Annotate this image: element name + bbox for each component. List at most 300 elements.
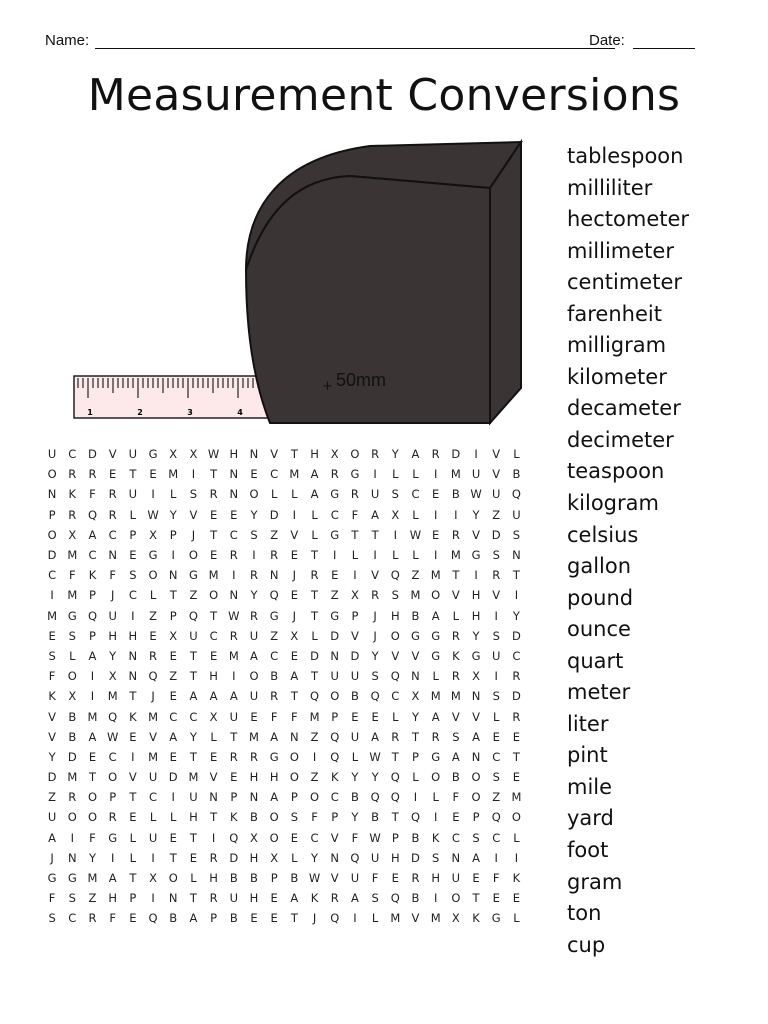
grid-letter: M <box>148 749 158 764</box>
grid-letter: S <box>391 487 399 502</box>
grid-letter: Y <box>371 648 379 663</box>
grid-letter: K <box>230 810 238 825</box>
grid-letter: C <box>270 467 279 482</box>
grid-letter: B <box>250 810 258 825</box>
grid-row <box>42 505 552 525</box>
grid-letter: Q <box>310 689 320 704</box>
grid-row <box>42 585 552 605</box>
grid-letter: I <box>433 810 438 825</box>
grid-letter: A <box>350 891 359 906</box>
grid-letter: I <box>211 830 216 845</box>
ruler-number: 2 <box>137 408 143 417</box>
grid-letter: G <box>471 648 481 663</box>
grid-letter: M <box>249 729 259 744</box>
grid-letter: I <box>433 507 438 522</box>
grid-letter: D <box>47 548 57 563</box>
grid-letter: E <box>250 911 258 926</box>
grid-letter: L <box>311 527 318 542</box>
grid-letter: P <box>48 507 56 522</box>
grid-row <box>42 686 552 706</box>
grid-letter: Z <box>88 891 97 906</box>
grid-letter: M <box>430 911 441 926</box>
word-list <box>567 141 757 961</box>
grid-letter: U <box>148 770 158 785</box>
grid-letter: N <box>229 467 239 482</box>
grid-letter: C <box>411 487 420 502</box>
grid-letter: O <box>188 548 198 563</box>
ruler-tape <box>74 376 274 418</box>
grid-letter: L <box>129 850 137 865</box>
grid-row <box>42 525 552 545</box>
grid-letter: A <box>411 447 420 462</box>
grid-letter: G <box>431 749 441 764</box>
grid-letter: Y <box>351 770 359 785</box>
grid-letter: L <box>351 749 359 764</box>
grid-letter: L <box>412 770 419 785</box>
grid-letter: E <box>452 810 460 825</box>
grid-letter: O <box>249 487 259 502</box>
grid-letter: K <box>452 648 460 663</box>
grid-letter: S <box>189 487 198 502</box>
word-list-item: farenheit <box>567 301 662 326</box>
grid-letter: I <box>474 568 478 583</box>
grid-letter: H <box>229 447 239 462</box>
grid-letter: Y <box>109 648 117 663</box>
grid-letter: T <box>371 527 379 542</box>
grid-letter: N <box>471 749 481 764</box>
grid-letter: R <box>310 568 319 583</box>
grid-letter: R <box>68 467 77 482</box>
tape-measure-illustration <box>70 138 530 428</box>
grid-letter: T <box>129 689 137 704</box>
grid-letter: N <box>471 689 481 704</box>
word-list-item: milliliter <box>567 175 653 200</box>
grid-letter: T <box>189 891 197 906</box>
name-label: Name: <box>45 32 90 49</box>
grid-letter: S <box>492 628 500 643</box>
grid-letter: A <box>189 911 198 926</box>
grid-letter: O <box>108 770 118 785</box>
grid-letter: N <box>330 648 340 663</box>
grid-letter: Z <box>310 770 319 785</box>
grid-letter: M <box>390 911 401 926</box>
grid-letter: Q <box>390 891 400 906</box>
grid-letter: N <box>108 548 117 563</box>
grid-letter: T <box>452 568 460 583</box>
grid-letter: D <box>330 628 340 643</box>
word-list-item: mile <box>567 774 613 799</box>
grid-letter: Q <box>370 790 380 805</box>
grid-letter: L <box>513 911 520 926</box>
grid-letter: E <box>169 689 177 704</box>
grid-letter: V <box>48 709 57 724</box>
grid-letter: J <box>151 689 155 704</box>
grid-letter: G <box>148 447 158 462</box>
case-label: 50mm <box>336 370 387 390</box>
grid-letter: B <box>250 871 258 886</box>
grid-letter: O <box>87 790 97 805</box>
grid-letter: R <box>270 689 279 704</box>
grid-letter: U <box>370 850 380 865</box>
grid-letter: P <box>169 608 177 623</box>
grid-letter: N <box>67 850 77 865</box>
name-field-line <box>95 48 615 49</box>
grid-letter: R <box>492 568 501 583</box>
grid-letter: X <box>108 669 117 684</box>
grid-letter: I <box>353 568 357 583</box>
grid-letter: U <box>492 648 501 663</box>
word-list-item: cup <box>567 932 606 957</box>
grid-letter: B <box>411 891 420 906</box>
grid-letter: M <box>87 709 98 724</box>
grid-letter: A <box>88 648 97 663</box>
grid-letter: A <box>431 608 440 623</box>
grid-letter: S <box>492 548 500 563</box>
grid-letter: G <box>491 911 501 926</box>
grid-letter: P <box>230 790 238 805</box>
grid-letter: T <box>472 891 480 906</box>
grid-letter: I <box>151 487 155 502</box>
grid-letter: C <box>108 749 117 764</box>
grid-letter: F <box>291 709 298 724</box>
grid-letter: F <box>270 709 278 724</box>
grid-letter: Q <box>330 729 340 744</box>
grid-letter: V <box>270 447 279 462</box>
grid-letter: X <box>391 507 400 522</box>
grid-letter: D <box>269 507 279 522</box>
grid-letter: X <box>68 689 77 704</box>
grid-letter: H <box>249 770 259 785</box>
grid-letter: T <box>169 588 177 603</box>
grid-letter: H <box>209 871 218 886</box>
grid-letter: M <box>430 568 441 583</box>
grid-letter: R <box>512 709 521 724</box>
grid-letter: E <box>472 871 480 886</box>
grid-letter: A <box>250 648 258 663</box>
tape-strip <box>74 376 274 418</box>
grid-letter: X <box>209 709 218 724</box>
grid-letter: S <box>391 588 399 603</box>
word-list-item: gram <box>567 869 623 894</box>
grid-letter: U <box>350 669 360 684</box>
grid-letter: Y <box>371 770 379 785</box>
grid-letter: S <box>512 527 521 542</box>
grid-letter: O <box>209 588 219 603</box>
grid-letter: R <box>229 628 238 643</box>
grid-letter: X <box>250 830 258 845</box>
grid-letter: C <box>108 527 117 542</box>
grid-letter: X <box>169 628 178 643</box>
grid-letter: O <box>87 810 97 825</box>
grid-letter: N <box>290 729 299 744</box>
grid-letter: L <box>351 548 359 563</box>
grid-letter: R <box>108 487 117 502</box>
grid-letter: K <box>310 891 319 906</box>
grid-letter: T <box>129 467 137 482</box>
grid-letter: Z <box>330 588 339 603</box>
grid-letter: S <box>250 527 258 542</box>
grid-letter: A <box>290 669 299 684</box>
grid-letter: A <box>472 729 480 744</box>
grid-letter: R <box>88 911 97 926</box>
grid-letter: E <box>270 911 278 926</box>
grid-letter: C <box>512 648 521 663</box>
grid-letter: E <box>209 749 218 764</box>
grid-letter: W <box>207 447 220 462</box>
grid-letter: M <box>67 770 78 785</box>
grid-letter: Q <box>370 689 380 704</box>
grid-letter: R <box>209 891 218 906</box>
grid-letter: L <box>513 830 520 845</box>
grid-letter: G <box>330 487 340 502</box>
word-list-item: quart <box>567 648 624 673</box>
word-list-item: tablespoon <box>567 144 684 168</box>
grid-letter: I <box>90 669 95 684</box>
grid-row <box>42 646 552 666</box>
grid-row <box>42 767 552 787</box>
grid-letter: N <box>229 487 239 502</box>
grid-letter: U <box>229 891 238 906</box>
grid-letter: F <box>492 871 500 886</box>
grid-letter: A <box>451 749 460 764</box>
grid-letter: Q <box>511 487 521 502</box>
grid-letter: V <box>48 729 57 744</box>
grid-letter: K <box>129 709 137 724</box>
grid-letter: A <box>371 507 380 522</box>
grid-letter: I <box>494 850 498 865</box>
grid-letter: G <box>411 628 420 643</box>
grid-letter: R <box>209 487 218 502</box>
grid-letter: D <box>47 770 57 785</box>
ruler-number: 4 <box>237 408 243 417</box>
grid-letter: N <box>209 790 218 805</box>
grid-letter: E <box>492 729 500 744</box>
grid-letter: E <box>189 850 198 865</box>
grid-letter: I <box>494 608 498 623</box>
grid-letter: L <box>392 467 399 482</box>
grid-letter: B <box>229 871 238 886</box>
grid-letter: I <box>171 548 175 563</box>
grid-letter: H <box>471 608 481 623</box>
grid-letter: O <box>148 568 158 583</box>
grid-letter: M <box>511 790 522 805</box>
word-list-item: teaspoon <box>567 459 665 484</box>
grid-letter: P <box>210 911 218 926</box>
grid-letter: E <box>169 830 177 845</box>
grid-letter: E <box>492 891 500 906</box>
word-list-item: hectometer <box>567 207 690 232</box>
grid-letter: V <box>209 770 218 785</box>
grid-letter: E <box>351 709 359 724</box>
grid-letter: R <box>512 669 521 684</box>
grid-letter: K <box>48 689 56 704</box>
grid-letter: D <box>88 447 97 462</box>
word-list-item: meter <box>567 680 631 705</box>
grid-letter: Q <box>87 608 97 623</box>
grid-letter: R <box>371 588 380 603</box>
grid-letter: G <box>148 548 158 563</box>
grid-letter: N <box>411 669 420 684</box>
grid-letter: T <box>411 729 419 744</box>
grid-letter: T <box>230 729 238 744</box>
grid-letter: H <box>209 669 218 684</box>
grid-letter: F <box>351 507 359 522</box>
grid-letter: L <box>291 487 298 502</box>
grid-letter: T <box>311 608 319 623</box>
grid-letter: M <box>309 709 320 724</box>
grid-letter: U <box>47 810 57 825</box>
grid-letter: A <box>169 729 178 744</box>
grid-letter: A <box>88 527 97 542</box>
grid-letter: C <box>128 588 137 603</box>
grid-letter: Z <box>270 527 279 542</box>
grid-letter: Z <box>149 608 157 623</box>
grid-letter: B <box>411 608 420 623</box>
grid-letter: T <box>512 568 520 583</box>
grid-letter: O <box>269 830 279 845</box>
grid-letter: F <box>48 669 56 684</box>
grid-letter: T <box>189 648 197 663</box>
grid-letter: Q <box>330 749 340 764</box>
grid-letter: A <box>270 790 279 805</box>
grid-letter: E <box>129 548 137 563</box>
grid-letter: U <box>249 689 259 704</box>
grid-letter: C <box>68 911 77 926</box>
grid-row <box>42 747 552 767</box>
header-row <box>45 32 705 52</box>
grid-letter: T <box>129 871 137 886</box>
grid-letter: E <box>432 527 440 542</box>
grid-letter: T <box>189 830 197 845</box>
grid-letter: E <box>371 709 379 724</box>
word-list-item: millimeter <box>567 238 674 263</box>
grid-letter: X <box>270 850 279 865</box>
grid-letter: Z <box>310 729 319 744</box>
grid-letter: A <box>310 487 319 502</box>
grid-letter: I <box>433 548 438 563</box>
grid-letter: S <box>432 850 440 865</box>
grid-letter: G <box>350 467 360 482</box>
grid-letter: Z <box>270 628 279 643</box>
grid-letter: C <box>229 527 238 542</box>
grid-letter: R <box>68 790 77 805</box>
grid-letter: Q <box>390 770 400 785</box>
grid-letter: R <box>330 891 339 906</box>
grid-letter: X <box>472 669 480 684</box>
grid-letter: E <box>250 709 258 724</box>
grid-letter: B <box>451 487 460 502</box>
grid-letter: V <box>451 709 460 724</box>
grid-letter: M <box>208 568 219 583</box>
grid-letter: O <box>67 669 77 684</box>
grid-letter: C <box>492 749 501 764</box>
grid-letter: G <box>188 568 198 583</box>
grid-letter: Q <box>350 850 360 865</box>
grid-letter: H <box>390 850 400 865</box>
grid-letter: H <box>310 447 319 462</box>
grid-letter: L <box>432 790 439 805</box>
grid-letter: H <box>128 628 138 643</box>
grid-letter: C <box>310 830 319 845</box>
word-list-item: kilogram <box>567 491 659 516</box>
grid-letter: Q <box>229 830 239 845</box>
grid-letter: Q <box>108 709 118 724</box>
grid-letter: R <box>371 447 380 462</box>
grid-letter: Y <box>512 608 520 623</box>
grid-letter: I <box>151 850 155 865</box>
grid-letter: J <box>312 911 317 926</box>
grid-letter: F <box>351 830 359 845</box>
grid-letter: S <box>290 810 298 825</box>
grid-letter: G <box>330 527 340 542</box>
grid-letter: G <box>431 648 441 663</box>
grid-letter: F <box>311 810 318 825</box>
grid-letter: H <box>471 588 481 603</box>
grid-letter: R <box>229 749 238 764</box>
grid-letter: M <box>67 548 78 563</box>
grid-letter: E <box>290 548 298 563</box>
grid-letter: Y <box>472 628 480 643</box>
grid-letter: X <box>411 689 420 704</box>
grid-letter: W <box>470 487 482 502</box>
grid-letter: L <box>392 548 399 563</box>
grid-letter: T <box>189 669 197 684</box>
grid-letter: G <box>67 608 77 623</box>
grid-letter: P <box>89 628 96 643</box>
grid-letter: F <box>89 830 96 845</box>
grid-letter: F <box>371 871 379 886</box>
case-side-face <box>490 142 521 423</box>
grid-letter: E <box>391 871 399 886</box>
grid-letter: E <box>290 648 298 663</box>
grid-letter: Q <box>390 568 400 583</box>
grid-letter: I <box>333 548 337 563</box>
grid-letter: I <box>171 790 175 805</box>
grid-letter: F <box>109 568 116 583</box>
grid-letter: J <box>191 527 196 542</box>
grid-letter: L <box>493 709 500 724</box>
grid-letter: B <box>411 830 420 845</box>
grid-letter: L <box>149 588 157 603</box>
crosshair-mark: + <box>322 379 333 394</box>
grid-letter: L <box>452 608 460 623</box>
grid-letter: R <box>330 467 339 482</box>
grid-letter: I <box>433 891 438 906</box>
grid-letter: D <box>491 527 501 542</box>
grid-letter: A <box>108 871 117 886</box>
grid-letter: I <box>373 548 377 563</box>
grid-letter: E <box>512 891 521 906</box>
grid-letter: R <box>249 749 258 764</box>
grid-letter: D <box>451 447 461 462</box>
grid-letter: Q <box>390 669 400 684</box>
grid-letter: L <box>129 830 137 845</box>
grid-letter: K <box>431 830 440 845</box>
grid-letter: R <box>411 871 420 886</box>
grid-letter: G <box>431 628 441 643</box>
grid-letter: C <box>391 689 400 704</box>
grid-letter: N <box>269 568 279 583</box>
grid-letter: R <box>249 608 258 623</box>
grid-letter: I <box>433 467 438 482</box>
grid-letter: T <box>210 527 218 542</box>
grid-letter: Q <box>188 608 198 623</box>
grid-letter: U <box>47 447 57 462</box>
grid-row <box>42 626 552 646</box>
grid-letter: I <box>232 669 236 684</box>
grid-letter: V <box>391 648 400 663</box>
grid-letter: F <box>48 891 56 906</box>
